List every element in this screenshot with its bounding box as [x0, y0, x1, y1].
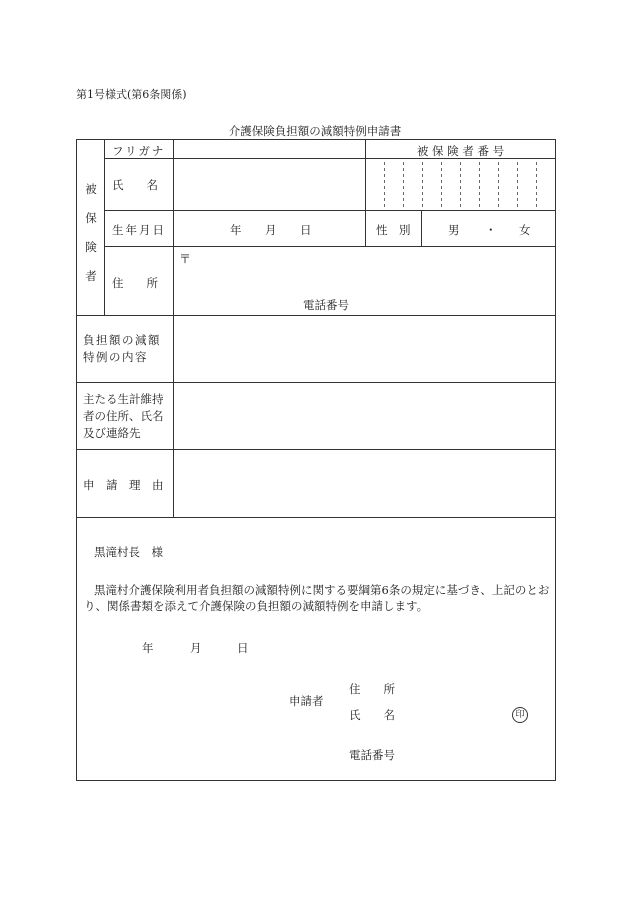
sex-separator: ・: [485, 223, 497, 237]
applicant-phone-label: 電話番号: [349, 748, 395, 762]
applicant-name-label: 氏 名: [349, 708, 395, 722]
furigana-field[interactable]: [177, 142, 361, 157]
householder-label: 主たる生計維持者の住所、氏名及び連絡先: [83, 392, 164, 440]
reduction-content-field[interactable]: [177, 318, 553, 380]
birth-month-label: 月: [265, 223, 277, 237]
insured-phone-label: 電話番号: [303, 298, 349, 312]
householder-field[interactable]: [177, 385, 553, 447]
seal-icon: 印: [512, 707, 528, 723]
reason-field[interactable]: [177, 452, 553, 515]
address-label: 住 所: [112, 276, 158, 290]
postal-mark: 〒: [179, 252, 192, 266]
furigana-label: フリガナ: [112, 144, 166, 158]
address-field[interactable]: [177, 264, 553, 292]
date-month-label: 月: [190, 641, 202, 655]
birth-day-label: 日: [300, 223, 312, 237]
insured-number-field[interactable]: [367, 162, 553, 208]
insured-number-label: 被 保 険 者 番 号: [416, 144, 505, 158]
applicant-address-label: 住 所: [349, 682, 395, 696]
applicant-label: 申請者: [289, 694, 324, 708]
sex-female-option[interactable]: 女: [519, 223, 531, 237]
date-year-label: 年: [142, 641, 154, 655]
sex-male-option[interactable]: 男: [448, 223, 460, 237]
insured-group-label: 被保険者: [85, 182, 97, 283]
date-day-label: 日: [237, 641, 249, 655]
document-title: 介護保険負担額の減額特例申請書: [228, 124, 402, 138]
reduction-content-label: 負担額の減額特例の内容: [83, 333, 161, 364]
sex-label: 性 別: [376, 223, 411, 237]
name-label: 氏 名: [112, 178, 158, 192]
form-id: 第1号様式(第6条関係): [76, 88, 187, 101]
application-statement: 黒滝村介護保険利用者負担額の減額特例に関する要綱第6条の規定に基づき、上記のとおり、関係書類を添えて介護保険の負担額の減額特例を申請します。: [84, 583, 550, 613]
birth-year-label: 年: [230, 223, 242, 237]
name-field[interactable]: [177, 162, 361, 208]
addressee: 黒滝村長 様: [94, 545, 163, 559]
reason-label: 申 請 理 由: [83, 478, 164, 492]
birthdate-label: 生年月日: [112, 223, 166, 237]
